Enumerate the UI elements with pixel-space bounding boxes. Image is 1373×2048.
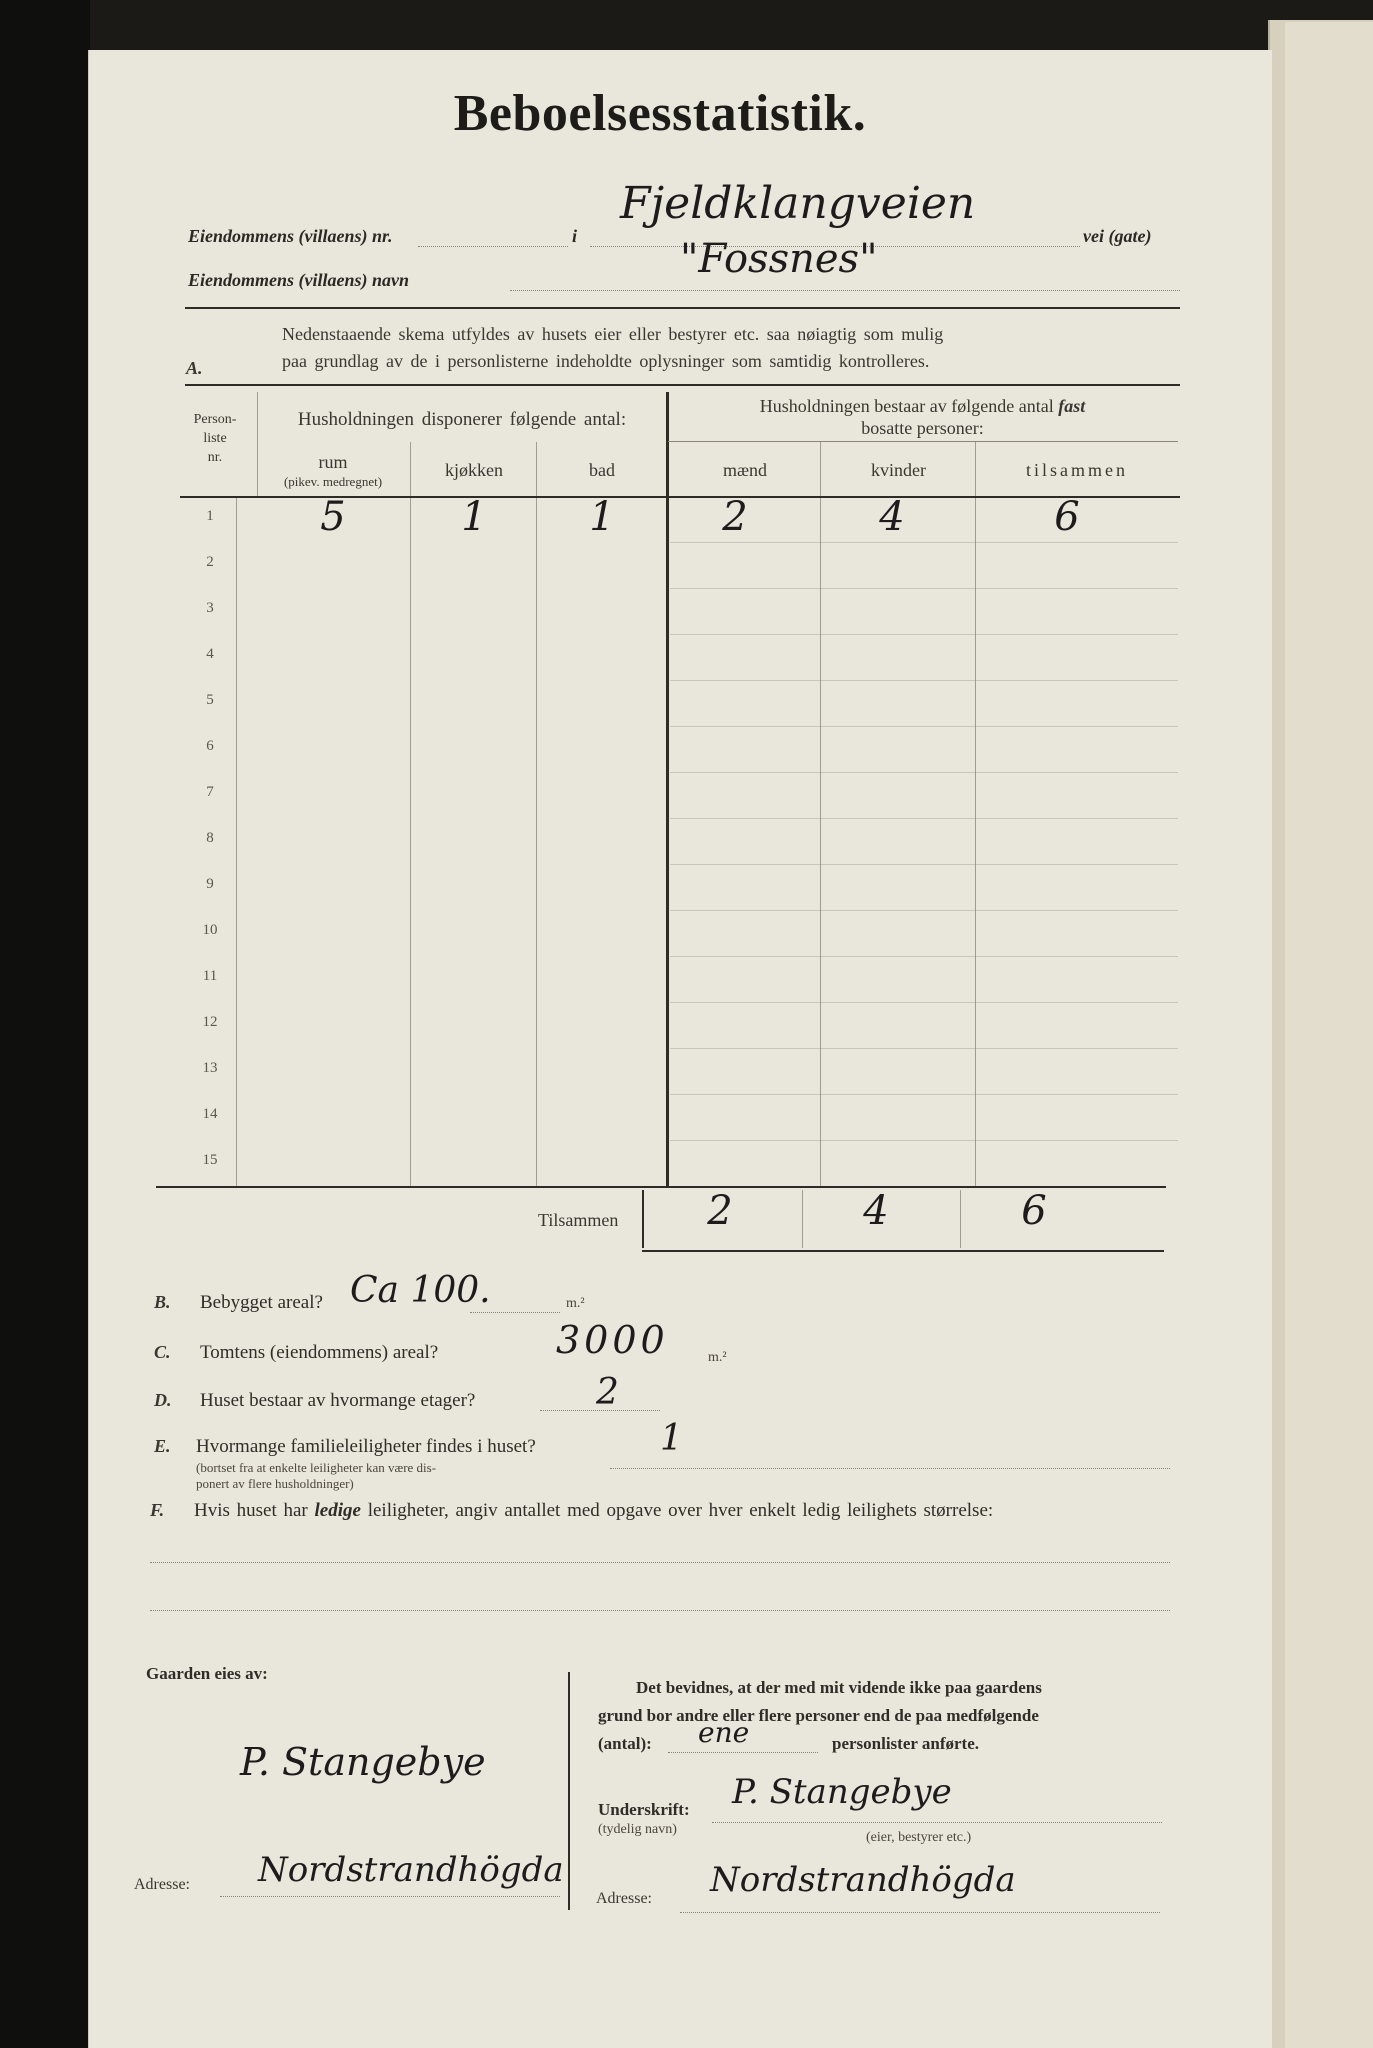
row-separator xyxy=(670,772,1178,773)
background-left xyxy=(0,0,90,2048)
item-f-line-1 xyxy=(150,1562,1170,1563)
table-vline-kvinder xyxy=(975,442,976,1187)
row1-tilsammen: 6 xyxy=(1054,494,1080,540)
signature-line xyxy=(712,1822,1162,1823)
item-c-value: 3000 xyxy=(556,1318,669,1362)
row-separator xyxy=(670,726,1178,727)
item-b-unit: m.² xyxy=(566,1296,585,1311)
item-f-letter: F. xyxy=(150,1500,165,1520)
col-tilsammen-header: tilsammen xyxy=(1026,460,1128,480)
row1-maend: 2 xyxy=(722,494,748,540)
owner-address-line xyxy=(220,1896,560,1897)
item-b-line xyxy=(470,1312,560,1313)
total-vline-1 xyxy=(802,1190,803,1248)
property-number-line xyxy=(418,246,568,247)
row-number: 14 xyxy=(202,1106,218,1122)
table-vline-main xyxy=(666,392,669,1187)
total-bottom-rule xyxy=(642,1250,1164,1252)
row-number: 6 xyxy=(206,738,214,754)
row-separator xyxy=(670,864,1178,865)
total-maend: 2 xyxy=(707,1188,733,1234)
group-right-header xyxy=(670,396,1175,416)
signature-role: (eier, bestyrer etc.) xyxy=(866,1830,972,1845)
row-number: 2 xyxy=(206,554,214,570)
item-d-letter: D. xyxy=(154,1390,172,1410)
certify-antal-label: (antal): xyxy=(598,1734,652,1753)
col-person-line1: Person- xyxy=(193,412,237,427)
item-b-letter: B. xyxy=(154,1292,171,1312)
section-a-letter: A. xyxy=(186,358,203,378)
certify-address-line xyxy=(680,1912,1160,1913)
property-name-handwritten: "Fossnes" xyxy=(680,236,878,282)
certify-line-3: personlister anførte. xyxy=(832,1734,979,1753)
row-number: 4 xyxy=(206,646,214,662)
row-separator xyxy=(670,1002,1178,1003)
owner-label: Gaarden eies av: xyxy=(146,1664,268,1683)
certify-antal-line xyxy=(668,1752,818,1753)
row1-rum: 5 xyxy=(320,494,346,540)
owner-address-handwritten: Nordstrandhögda xyxy=(258,1850,564,1890)
instruction-line-1: Nedenstaaende skema utfyldes av husets eier eller bestyrer etc. saa nøiagtig som mulig xyxy=(282,324,944,344)
row-number: 3 xyxy=(206,600,214,616)
col-bad-header: bad xyxy=(589,460,615,480)
item-e-note-2: ponert av flere husholdninger) xyxy=(196,1476,354,1491)
table-vline-maend xyxy=(820,442,821,1187)
item-d-text: Huset bestaar av hvormange etager? xyxy=(200,1390,476,1411)
total-kvinder: 4 xyxy=(863,1188,889,1234)
item-e-line xyxy=(610,1468,1170,1469)
header-rule xyxy=(185,307,1180,309)
row-separator xyxy=(670,542,1178,543)
signature-divider xyxy=(568,1672,570,1910)
property-name-label: Eiendommens (villaens) navn xyxy=(188,270,410,290)
row-separator xyxy=(670,680,1178,681)
total-vline-left xyxy=(642,1190,644,1248)
item-d-value: 2 xyxy=(596,1372,619,1413)
certify-antal-handwritten: ene xyxy=(698,1716,750,1749)
col-maend-header: mænd xyxy=(722,460,767,480)
signature-handwritten: P. Stangebye xyxy=(732,1772,952,1812)
certify-address-handwritten: Nordstrandhögda xyxy=(710,1860,1016,1900)
table-vline-rum xyxy=(410,442,411,1187)
row1-kvinder: 4 xyxy=(879,494,905,540)
group-right-rule xyxy=(668,441,1178,442)
item-c-unit: m.² xyxy=(708,1350,727,1365)
owner-address-label: Adresse: xyxy=(134,1876,190,1893)
row-number: 13 xyxy=(202,1060,218,1076)
street-handwritten: Fjeldklangveien xyxy=(620,178,976,229)
group-right-line1: Husholdningen bestaar av følgende antal xyxy=(759,396,1054,416)
item-b-text: Bebygget areal? xyxy=(200,1292,323,1313)
item-c-text: Tomtens (eiendommens) areal? xyxy=(200,1342,439,1363)
item-e-letter: E. xyxy=(154,1436,171,1456)
col-person-line3: nr. xyxy=(207,450,223,465)
certify-address-label: Adresse: xyxy=(596,1890,652,1907)
group-right-fast: fast xyxy=(1058,396,1086,416)
group-right-line2: bosatte personer: xyxy=(861,418,984,438)
row-number: 15 xyxy=(202,1152,218,1168)
owner-name-handwritten: P. Stangebye xyxy=(240,1740,486,1784)
row-number: 8 xyxy=(206,830,214,846)
item-e-note-1: (bortset fra at enkelte leiligheter kan være dis- xyxy=(196,1460,437,1475)
instruction-line-2: paa grundlag av de i personlisterne indeholdte oplysninger som samtidig kontrolleres. xyxy=(282,351,930,371)
row-separator xyxy=(670,956,1178,957)
col-person-header xyxy=(180,410,250,467)
certify-line-1: Det bevidnes, at der med mit vidende ikke paa gaardens xyxy=(636,1678,1042,1697)
col-kvinder-header: kvinder xyxy=(871,460,926,480)
row-number: 5 xyxy=(206,692,214,708)
row-number: 9 xyxy=(206,876,214,892)
item-f-text-pre: Hvis huset har xyxy=(194,1500,308,1521)
total-tilsammen: 6 xyxy=(1021,1188,1047,1234)
row-separator xyxy=(670,1094,1178,1095)
item-f-text-em: ledige xyxy=(314,1500,361,1521)
row-number: 12 xyxy=(202,1014,218,1030)
item-d-line xyxy=(540,1410,660,1411)
table-vline-kjokken xyxy=(536,442,537,1187)
row-number: 7 xyxy=(206,784,214,800)
row-separator xyxy=(670,910,1178,911)
row-separator xyxy=(670,1140,1178,1141)
row-separator xyxy=(670,818,1178,819)
row-number: 10 xyxy=(202,922,218,938)
item-f-text-post: leiligheter, angiv antallet med opgave over hver enkelt ledig leilighets størrelse: xyxy=(367,1500,994,1521)
property-number-label: Eiendommens (villaens) nr. xyxy=(188,226,393,246)
col-rum-header: rum xyxy=(318,452,348,472)
row-separator xyxy=(670,588,1178,589)
item-b-value: Ca 100. xyxy=(350,1270,491,1311)
row1-kjokken: 1 xyxy=(461,494,487,540)
page-title: Beboelsesstatistik. xyxy=(453,85,867,142)
group-left-header: Husholdningen disponerer følgende antal: xyxy=(297,409,627,430)
certify-line-2: grund bor andre eller flere personer end de paa medfølgende xyxy=(598,1706,1039,1725)
item-f-text xyxy=(194,1500,993,1522)
section-a-rule xyxy=(185,384,1180,386)
total-label: Tilsammen xyxy=(538,1210,619,1230)
row-number: 1 xyxy=(206,508,214,524)
total-vline-2 xyxy=(960,1190,961,1248)
item-e-text: Hvormange familieleiligheter findes i huset? xyxy=(196,1436,536,1457)
signature-label: Underskrift: xyxy=(598,1800,690,1819)
item-c-letter: C. xyxy=(154,1342,171,1362)
vei-gate-label: vei (gate) xyxy=(1083,226,1152,246)
row-separator xyxy=(670,1048,1178,1049)
col-kjokken-header: kjøkken xyxy=(445,460,503,480)
signature-sub: (tydelig navn) xyxy=(598,1822,677,1837)
row-number: 11 xyxy=(202,968,218,984)
item-e-value: 1 xyxy=(660,1418,683,1459)
col-person-line2: liste xyxy=(203,431,227,446)
row-separator xyxy=(670,634,1178,635)
col-rum-sub: (pikev. medregnet) xyxy=(283,474,383,489)
property-name-line xyxy=(510,290,1180,291)
property-i-label: i xyxy=(572,226,578,246)
item-f-line-2 xyxy=(150,1610,1170,1611)
row1-bad: 1 xyxy=(589,494,615,540)
page-edge-inner xyxy=(1285,22,1373,2048)
